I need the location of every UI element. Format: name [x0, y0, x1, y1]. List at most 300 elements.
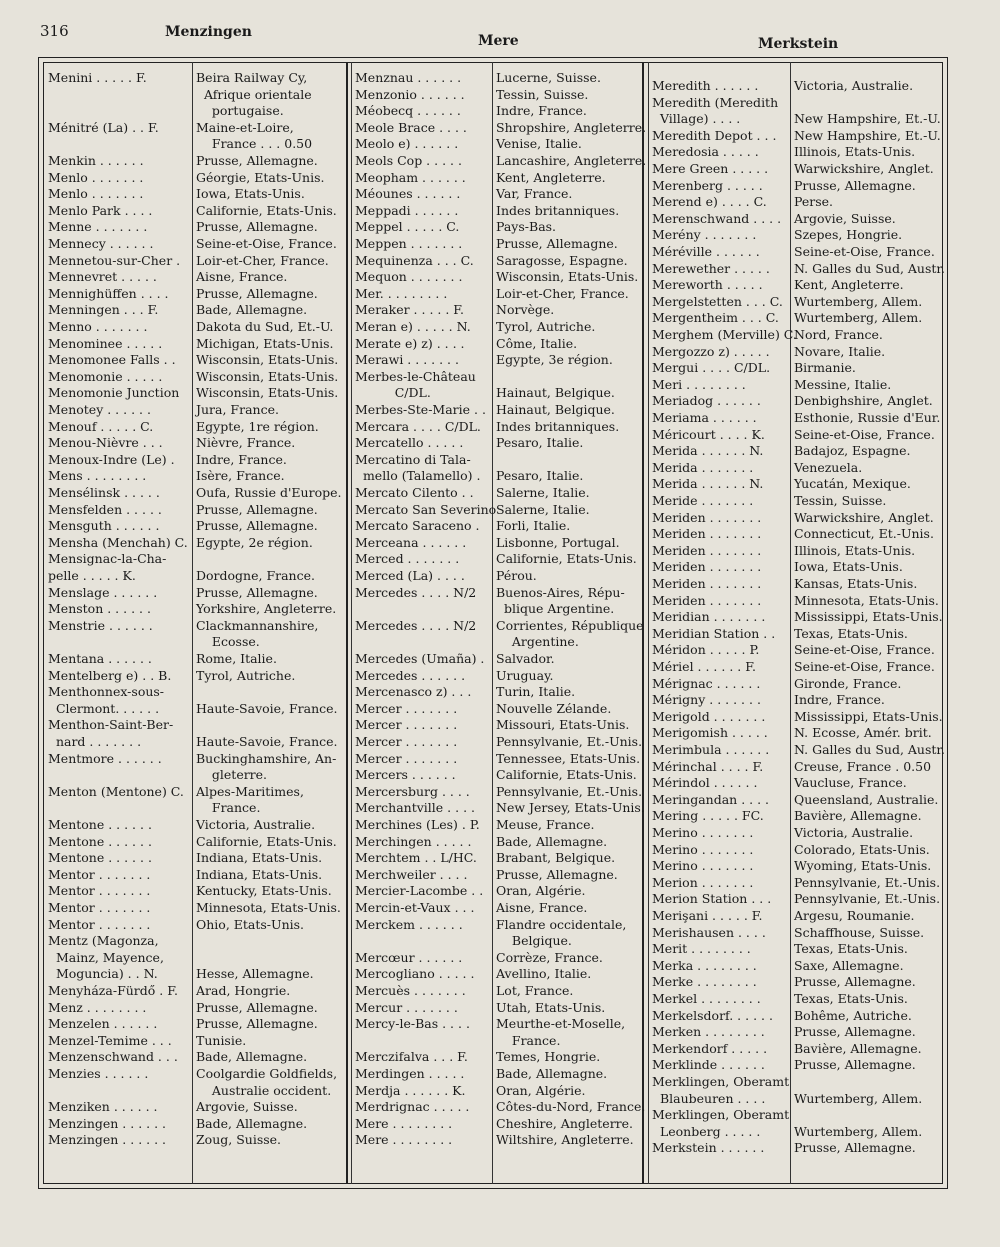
- entry-place: Dakota du Sud, Et.-U.: [196, 319, 334, 334]
- entry-place: Salvador.: [496, 651, 555, 666]
- entry-name: Merced . . . . . . .: [355, 551, 460, 567]
- entry-place: Missouri, Etats-Unis.: [496, 717, 630, 733]
- entry-place: Michigan, Etats-Unis.: [196, 335, 334, 351]
- entry-place: Egypte, 1re région.: [196, 418, 319, 434]
- entry-place: Oran, Algérie.: [496, 1082, 586, 1098]
- entry-name: Mergozzo z) . . . . .: [652, 343, 770, 359]
- entry-place: Ohio, Etats-Unis.: [196, 916, 305, 932]
- entry-name: Mercer . . . . . . .: [355, 734, 458, 749]
- entry-name: Méridon . . . . . P.: [652, 642, 760, 658]
- entry-name: Mer. . . . . . . . .: [355, 285, 448, 301]
- entry-name: Menzingen . . . . . .: [48, 1115, 167, 1131]
- entry-place: Beira Railway Cy, Afrique orientale portugaise.: [196, 70, 312, 119]
- entry-place: Argesu, Roumanie.: [794, 908, 915, 923]
- entry-place: Corrientes, République Argentine.: [496, 617, 644, 650]
- entry-place: Queensland, Australie.: [794, 791, 939, 807]
- entry-name: Mentelberg e) . . B.: [48, 667, 172, 683]
- entry-name: Mercier-Lacombe . .: [355, 883, 484, 899]
- entry-place: Messine, Italie.: [794, 376, 892, 392]
- entry-place: Oufa, Russie d'Europe.: [196, 485, 342, 500]
- entry-place: Indes britanniques.: [496, 202, 620, 218]
- entry-place: Prusse, Allemagne.: [496, 866, 618, 882]
- entry-name: Merkendorf . . . . .: [652, 1040, 768, 1056]
- entry-place: Var, France.: [496, 186, 573, 202]
- entry-name: Mercato Cilento . .: [355, 485, 474, 500]
- entry-name: Mercogliano . . . . .: [355, 966, 475, 982]
- entry-place: Warwickshire, Anglet.: [794, 161, 934, 176]
- entry-place: Loir-et-Cher, France.: [196, 252, 329, 268]
- entry-place: Wiltshire, Angleterre.: [496, 1132, 634, 1148]
- entry-name: Meriden . . . . . . .: [652, 576, 762, 591]
- entry-name: Merchingen . . . . .: [355, 833, 472, 849]
- entry-name: Mennecy . . . . . .: [48, 236, 154, 251]
- entry-place: Maine-et-Loire, France . . . 0.50: [196, 119, 313, 152]
- entry-name: Mercer . . . . . . .: [355, 750, 458, 766]
- entry-place: Prusse, Allemagne.: [196, 501, 318, 517]
- entry-place: Prusse, Allemagne.: [196, 153, 318, 168]
- entry-name: Merida . . . . . . N.: [652, 443, 764, 459]
- header-last-entry: Merkstein: [758, 36, 839, 52]
- entry-place: Haute-Savoie, France.: [196, 733, 338, 749]
- entry-place: Perse.: [794, 194, 834, 210]
- column-divider: [492, 62, 493, 1184]
- entry-place: Jura, France.: [196, 402, 279, 417]
- entry-place: Birmanie.: [794, 360, 856, 376]
- entry-name: Menlo . . . . . . .: [48, 169, 144, 185]
- entry-place: Wyoming, Etats-Unis.: [794, 858, 932, 874]
- entry-place: Tennessee, Etats-Unis.: [496, 750, 641, 766]
- entry-name: Merghem (Merville) C.: [652, 327, 797, 342]
- entry-name: Mercur . . . . . . .: [355, 999, 458, 1015]
- entry-place: Kent, Angleterre.: [496, 169, 606, 185]
- entry-place: Uruguay.: [496, 667, 554, 683]
- entry-place: Pennsylvanie, Et.-Unis.: [794, 891, 941, 907]
- entry-name: Merate e) z) . . . .: [355, 335, 465, 351]
- entry-name: Merenberg . . . . .: [652, 177, 763, 193]
- entry-name: Menomonie Junction: [48, 385, 180, 401]
- entry-name: Menzingen . . . . . .: [48, 1132, 167, 1148]
- entry-place: Wurtemberg, Allem.: [794, 1123, 923, 1139]
- entry-place: Indre, France.: [196, 451, 287, 467]
- entry-name: Menlo . . . . . . .: [48, 186, 144, 202]
- entry-name: Mentor . . . . . . .: [48, 883, 151, 899]
- entry-place: Seine-et-Oise, France.: [794, 642, 935, 658]
- entry-name: Mere . . . . . . . .: [355, 1132, 453, 1148]
- entry-name: Merkstein . . . . . .: [652, 1140, 765, 1156]
- entry-place: Argovie, Suisse.: [794, 210, 896, 226]
- entry-place: Pesaro, Italie.: [496, 468, 584, 484]
- entry-place: Turin, Italie.: [496, 684, 576, 700]
- entry-name: Merimbula . . . . . .: [652, 742, 770, 757]
- entry-place: Victoria, Australie.: [794, 78, 914, 93]
- entry-place: Tessin, Suisse.: [496, 86, 589, 102]
- entry-place: Kent, Angleterre.: [794, 277, 904, 293]
- entry-name: Mennetou-sur-Cher .: [48, 252, 181, 268]
- entry-name: Mensélinsk . . . . .: [48, 485, 160, 500]
- entry-place: Lucerne, Suisse.: [496, 70, 601, 85]
- entry-place: Bade, Allemagne.: [496, 1066, 608, 1081]
- entry-place: Prusse, Allemagne.: [496, 236, 618, 251]
- entry-name: Meppel . . . . . C.: [355, 219, 460, 235]
- entry-name: Merkel . . . . . . . .: [652, 991, 761, 1006]
- entry-name: Mering . . . . . FC.: [652, 808, 764, 824]
- entry-place: Nord, France.: [794, 327, 883, 342]
- entry-place: Warwickshire, Anglet.: [794, 509, 934, 525]
- entry-place: Tyrol, Autriche.: [196, 667, 296, 683]
- entry-name: Menno . . . . . . .: [48, 319, 148, 334]
- entry-name: Meppen . . . . . . .: [355, 236, 463, 251]
- entry-name: Mérignac . . . . . .: [652, 675, 761, 691]
- entry-place: Bavière, Allemagne.: [794, 808, 922, 824]
- entry-name: Merka . . . . . . . .: [652, 957, 757, 973]
- entry-place: Saragosse, Espagne.: [496, 252, 628, 268]
- entry-place: Shropshire, Angleterre.: [496, 119, 647, 135]
- entry-name: Meriadog . . . . . .: [652, 393, 761, 409]
- entry-place: New Hampshire, Et.-U.: [794, 111, 941, 127]
- entry-name: Merény . . . . . . .: [652, 227, 757, 243]
- entry-name: Merbes-Ste-Marie . .: [355, 402, 486, 417]
- entry-place: New Hampshire, Et.-U.: [794, 127, 941, 143]
- entry-place: Meurthe-et-Moselle, France.: [496, 1016, 626, 1048]
- entry-place: Szepes, Hongrie.: [794, 227, 903, 243]
- entry-name: Meriden . . . . . . .: [652, 592, 762, 608]
- entry-name: Mérigny . . . . . . .: [652, 692, 761, 708]
- entry-name: Mergentheim . . . C.: [652, 310, 779, 326]
- entry-name: Mensha (Menchah) C.: [48, 534, 188, 550]
- entry-place: Californie, Etats-Unis.: [496, 767, 637, 783]
- entry-place: Bade, Allemagne.: [496, 833, 608, 849]
- entry-name: Meppadi . . . . . .: [355, 202, 459, 218]
- entry-name: Mercato San Severino: [355, 501, 497, 517]
- entry-name: Meols Cop . . . . .: [355, 153, 462, 168]
- entry-name: Menningen . . . F.: [48, 302, 159, 318]
- entry-place: Yucatán, Mexique.: [794, 476, 911, 492]
- entry-place: Indiana, Etats-Unis.: [196, 850, 323, 866]
- entry-place: Seine-et-Oise, France.: [794, 426, 935, 442]
- entry-place: Wisconsin, Etats-Unis.: [196, 368, 339, 384]
- entry-place: Illinois, Etats-Unis.: [794, 144, 916, 160]
- entry-place: N. Galles du Sud, Austr.: [794, 742, 945, 757]
- entry-place: Côme, Italie.: [496, 335, 578, 351]
- entry-place: Nouvelle Zélande.: [496, 700, 612, 716]
- entry-place: Hainaut, Belgique.: [496, 385, 615, 401]
- entry-name: Mensignac-la-Cha- pelle . . . . . K.: [48, 551, 167, 583]
- entry-name: Meringandan . . . .: [652, 791, 770, 807]
- entry-name: Mériel . . . . . . F.: [652, 659, 756, 674]
- entry-name: Merawi . . . . . . .: [355, 352, 459, 368]
- entry-place: Illinois, Etats-Unis.: [794, 542, 916, 558]
- entry-name: Meriden . . . . . . .: [652, 559, 762, 575]
- entry-name: Mentone . . . . . .: [48, 817, 152, 832]
- entry-name: Meriama . . . . . .: [652, 410, 757, 425]
- entry-name: Menyháza-Fürdő . F.: [48, 983, 178, 998]
- entry-place: Flandre occidentale, Belgique.: [496, 916, 627, 949]
- entry-place: Salerne, Italie.: [496, 485, 590, 500]
- entry-name: Mérinchal . . . . F.: [652, 758, 764, 774]
- entry-place: Seine-et-Oise, France.: [794, 244, 935, 259]
- entry-place: Temes, Hongrie.: [496, 1049, 601, 1065]
- entry-name: Mentor . . . . . . .: [48, 900, 151, 915]
- column-divider: [192, 62, 193, 1184]
- entry-place: Wurtemberg, Allem.: [794, 293, 923, 309]
- entry-place: Prusse, Allemagne.: [794, 177, 916, 193]
- entry-place: Pennsylvanie, Et.-Unis.: [794, 874, 941, 890]
- entry-name: Ménitré (La) . . F.: [48, 119, 159, 135]
- entry-name: Meride . . . . . . .: [652, 493, 754, 508]
- entry-name: Merklinde . . . . . .: [652, 1057, 765, 1073]
- entry-name: Mercer . . . . . . .: [355, 700, 458, 716]
- entry-name: Mercer . . . . . . .: [355, 717, 458, 733]
- entry-place: Prusse, Allemagne.: [196, 999, 318, 1015]
- header-first-entry: Menzingen: [165, 24, 252, 40]
- entry-place: Hesse, Allemagne.: [196, 966, 314, 982]
- entry-name: Merczifalva . . . F.: [355, 1049, 468, 1065]
- entry-name: Menziken . . . . . .: [48, 1099, 158, 1115]
- entry-place: Prusse, Allemagne.: [794, 974, 916, 990]
- entry-place: Victoria, Australie.: [794, 825, 914, 840]
- entry-place: Arad, Hongrie.: [196, 983, 291, 998]
- entry-name: Merishausen . . . .: [652, 924, 766, 940]
- entry-place: Alpes-Maritimes, France.: [196, 783, 304, 816]
- entry-place: Haute-Savoie, France.: [196, 700, 338, 716]
- entry-name: Mérindol . . . . . .: [652, 775, 758, 791]
- entry-place: Avellino, Italie.: [496, 966, 592, 982]
- entry-name: Merewether . . . . .: [652, 260, 770, 276]
- entry-place: Lisbonne, Portugal.: [496, 534, 620, 550]
- entry-place: Connecticut, Et.-Unis.: [794, 526, 934, 542]
- entry-name: Menzenschwand . . .: [48, 1049, 178, 1065]
- entry-name: Meridian Station . .: [652, 625, 776, 641]
- entry-name: Mercatello . . . . .: [355, 435, 464, 451]
- entry-name: Mennighüffen . . . .: [48, 285, 169, 301]
- entry-name: Méounes . . . . . .: [355, 186, 461, 202]
- entry-name: Mentor . . . . . . .: [48, 916, 151, 932]
- entry-name: Menouf . . . . . C.: [48, 418, 154, 434]
- entry-name: Mentana . . . . . .: [48, 651, 152, 666]
- entry-place: Mississippi, Etats-Unis.: [794, 708, 943, 724]
- entry-place: N. Galles du Sud, Austr.: [794, 260, 945, 276]
- entry-name: Mercenasco z) . . .: [355, 684, 472, 700]
- entry-name: Menomonie . . . . .: [48, 368, 163, 384]
- entry-place: Wisconsin, Etats-Unis.: [196, 385, 339, 401]
- entry-place: Prusse, Allemagne.: [196, 1016, 318, 1032]
- entry-place: Texas, Etats-Unis.: [794, 941, 908, 957]
- entry-place: Wisconsin, Etats-Unis.: [196, 352, 339, 368]
- entry-name: Meran e) . . . . . N.: [355, 319, 471, 334]
- column-divider: [648, 62, 649, 1184]
- entry-place: Cheshire, Angleterre.: [496, 1115, 634, 1131]
- entry-name: Méréville . . . . . .: [652, 244, 760, 259]
- entry-name: Meolo e) . . . . . .: [355, 136, 459, 152]
- entry-name: Merigold . . . . . . .: [652, 708, 766, 724]
- header-center-entry: Mere: [478, 33, 519, 49]
- entry-place: Venise, Italie.: [496, 136, 582, 152]
- entry-place: Argovie, Suisse.: [196, 1099, 298, 1115]
- entry-name: Merken . . . . . . . .: [652, 1024, 765, 1040]
- entry-name: Menzies . . . . . .: [48, 1066, 149, 1081]
- entry-name: Merino . . . . . . .: [652, 825, 754, 840]
- entry-name: Merdingen . . . . .: [355, 1066, 465, 1081]
- entry-name: Merced (La) . . . .: [355, 568, 465, 583]
- entry-place: Californie, Etats-Unis.: [496, 551, 637, 567]
- entry-name: Merida . . . . . . .: [652, 459, 754, 475]
- entry-name: Menthon-Saint-Ber- nard . . . . . . .: [48, 717, 174, 749]
- entry-name: Mequinenza . . . C.: [355, 252, 474, 268]
- entry-place: Minnesota, Etats-Unis.: [196, 900, 341, 915]
- entry-name: Merchines (Les) . P.: [355, 817, 480, 832]
- entry-name: Menini . . . . . F.: [48, 70, 147, 85]
- entry-name: Merenschwand . . . .: [652, 210, 782, 226]
- entry-name: Menstrie . . . . . .: [48, 617, 153, 633]
- entry-name: Mercersburg . . . .: [355, 783, 470, 799]
- entry-name: Mennevret . . . . .: [48, 269, 157, 285]
- entry-place: Colorado, Etats-Unis.: [794, 841, 930, 857]
- entry-name: Mercatino di Tala- mello (Talamello) .: [355, 451, 481, 484]
- entry-place: Wurtemberg, Allem.: [794, 1090, 923, 1106]
- entry-name: Meriden . . . . . . .: [652, 526, 762, 542]
- entry-name: Merit . . . . . . . .: [652, 941, 751, 957]
- entry-place: Meuse, France.: [496, 817, 595, 832]
- entry-place: Prusse, Allemagne.: [196, 219, 318, 235]
- entry-name: Mercin-et-Vaux . . .: [355, 900, 475, 915]
- entry-place: Loir-et-Cher, France.: [496, 285, 629, 301]
- entry-place: Aisne, France.: [196, 269, 288, 285]
- entry-place: Iowa, Etats-Unis.: [794, 559, 903, 575]
- entry-name: Menzel-Temime . . .: [48, 1032, 172, 1048]
- entry-place: Lot, France.: [496, 983, 574, 998]
- entry-name: Merbes-le-Château C/DL.: [355, 368, 476, 401]
- entry-place: Côtes-du-Nord, France.: [496, 1099, 646, 1115]
- entry-name: Mercedes . . . . . .: [355, 667, 466, 683]
- entry-place: Egypte, 2e région.: [196, 534, 313, 550]
- entry-name: Menomonee Falls . .: [48, 352, 176, 368]
- entry-name: Mergelstetten . . . C.: [652, 293, 783, 309]
- entry-name: Menou-Nièvre . . .: [48, 435, 163, 451]
- entry-place: Texas, Etats-Unis.: [794, 625, 908, 641]
- entry-place: Iowa, Etats-Unis.: [196, 186, 305, 202]
- entry-place: Prusse, Allemagne.: [196, 518, 318, 534]
- entry-place: Buenos-Aires, Répu- blique Argentine.: [496, 584, 625, 617]
- entry-name: Menne . . . . . . .: [48, 219, 148, 235]
- entry-place: Bade, Allemagne.: [196, 302, 308, 318]
- entry-name: Meriden . . . . . . .: [652, 509, 762, 525]
- entry-place: Minnesota, Etats-Unis.: [794, 592, 939, 608]
- entry-name: Mercuès . . . . . . .: [355, 983, 466, 998]
- entry-place: Indre, France.: [794, 692, 885, 708]
- entry-name: Merino . . . . . . .: [652, 841, 754, 857]
- entry-place: Corrèze, France.: [496, 949, 603, 965]
- entry-place: Indes britanniques.: [496, 418, 620, 434]
- entry-place: Brabant, Belgique.: [496, 850, 616, 866]
- entry-name: Merion . . . . . . .: [652, 874, 754, 890]
- entry-name: Mereworth . . . . .: [652, 277, 763, 293]
- entry-name: Meredith (Meredith Village) . . . .: [652, 94, 779, 127]
- entry-place: Buckinghamshire, An- gleterre.: [196, 750, 337, 783]
- entry-place: Egypte, 3e région.: [496, 352, 613, 368]
- entry-name: Menzelen . . . . . .: [48, 1016, 158, 1032]
- entry-place: Seine-et-Oise, France.: [794, 659, 935, 674]
- entry-place: Mississippi, Etats-Unis.: [794, 609, 943, 625]
- entry-name: Meri . . . . . . . .: [652, 376, 746, 392]
- entry-place: Bavière, Allemagne.: [794, 1040, 922, 1056]
- entry-place: Badajoz, Espagne.: [794, 443, 911, 459]
- entry-place: Victoria, Australie.: [196, 817, 316, 832]
- entry-place: Schaffhouse, Suisse.: [794, 924, 925, 940]
- entry-name: Mentmore . . . . . .: [48, 750, 162, 766]
- entry-place: Bade, Allemagne.: [196, 1115, 308, 1131]
- entry-name: Mens . . . . . . . .: [48, 468, 147, 484]
- entry-name: Merigomish . . . . .: [652, 725, 768, 741]
- entry-place: Saxe, Allemagne.: [794, 957, 904, 973]
- entry-name: Mercato Saraceno .: [355, 518, 480, 534]
- entry-place: Bade, Allemagne.: [196, 1049, 308, 1065]
- entry-place: Prusse, Allemagne.: [794, 1057, 916, 1073]
- entry-place: Norvège.: [496, 302, 555, 318]
- entry-place: Pennsylvanie, Et.-Unis.: [496, 783, 643, 799]
- page-header: [0, 0, 1000, 60]
- entry-name: Mentz (Magonza, Mainz, Mayence, Moguncia) . . N.: [48, 933, 164, 982]
- entry-place: Forli, Italie.: [496, 518, 571, 534]
- entry-name: Merdrignac . . . . .: [355, 1099, 470, 1115]
- entry-place: Isère, France.: [196, 468, 285, 484]
- entry-place: Prusse, Allemagne.: [794, 1024, 916, 1040]
- entry-place: Clackmannanshire, Ecosse.: [196, 617, 319, 650]
- entry-name: Meraker . . . . . F.: [355, 302, 464, 318]
- column-divider: [346, 62, 348, 1184]
- entry-name: Mercedes . . . . N/2: [355, 584, 477, 600]
- entry-name: Mentone . . . . . .: [48, 850, 152, 866]
- entry-name: Merklingen, Oberamt Leonberg . . . . .: [652, 1107, 790, 1139]
- entry-place: Californie, Etats-Unis.: [196, 202, 337, 218]
- entry-name: Mercedes . . . . N/2: [355, 617, 477, 633]
- entry-name: Mentone . . . . . .: [48, 833, 152, 849]
- entry-name: Mensguth . . . . . .: [48, 518, 160, 534]
- entry-name: Meriden . . . . . . .: [652, 542, 762, 558]
- entry-name: Merkelsdorf. . . . . .: [652, 1007, 773, 1023]
- entry-place: Californie, Etats-Unis.: [196, 833, 337, 849]
- entry-place: Novare, Italie.: [794, 343, 886, 359]
- entry-name: Merend e) . . . . C.: [652, 194, 767, 210]
- entry-name: Méobecq . . . . . .: [355, 103, 461, 119]
- entry-name: Merdja . . . . . . K.: [355, 1082, 466, 1098]
- entry-name: Mentor . . . . . . .: [48, 866, 151, 882]
- entry-place: Bohême, Autriche.: [794, 1007, 912, 1023]
- entry-place: Lancashire, Angleterre.: [496, 153, 647, 168]
- entry-name: Menthonnex-sous- Clermont. . . . . .: [48, 684, 165, 716]
- entry-name: Mercœur . . . . . .: [355, 949, 463, 965]
- entry-place: Oran, Algérie.: [496, 883, 586, 899]
- entry-name: Mequon . . . . . . .: [355, 269, 463, 285]
- column-divider: [790, 62, 791, 1184]
- entry-place: Creuse, France . 0.50: [794, 758, 932, 774]
- entry-place: Kansas, Etats-Unis.: [794, 576, 918, 591]
- entry-place: Seine-et-Oise, France.: [196, 236, 337, 251]
- entry-place: Kentucky, Etats-Unis.: [196, 883, 332, 899]
- entry-place: Denbighshire, Anglet.: [794, 393, 933, 409]
- entry-place: Pérou.: [496, 568, 537, 583]
- entry-name: Merceana . . . . . .: [355, 534, 467, 550]
- entry-name: Mercara . . . . C/DL.: [355, 418, 481, 434]
- entry-place: Pesaro, Italie.: [496, 435, 584, 451]
- entry-name: Menotey . . . . . .: [48, 402, 151, 417]
- entry-place: Zoug, Suisse.: [196, 1132, 282, 1148]
- entry-place: Yorkshire, Angleterre.: [196, 601, 337, 617]
- entry-place: Pennsylvanie, Et.-Unis.: [496, 734, 643, 749]
- entry-place: Utah, Etats-Unis.: [496, 999, 606, 1015]
- entry-name: Meredith Depot . . .: [652, 127, 777, 143]
- entry-name: Menz . . . . . . . .: [48, 999, 147, 1015]
- entry-name: Merchtem . . L/HC.: [355, 850, 477, 866]
